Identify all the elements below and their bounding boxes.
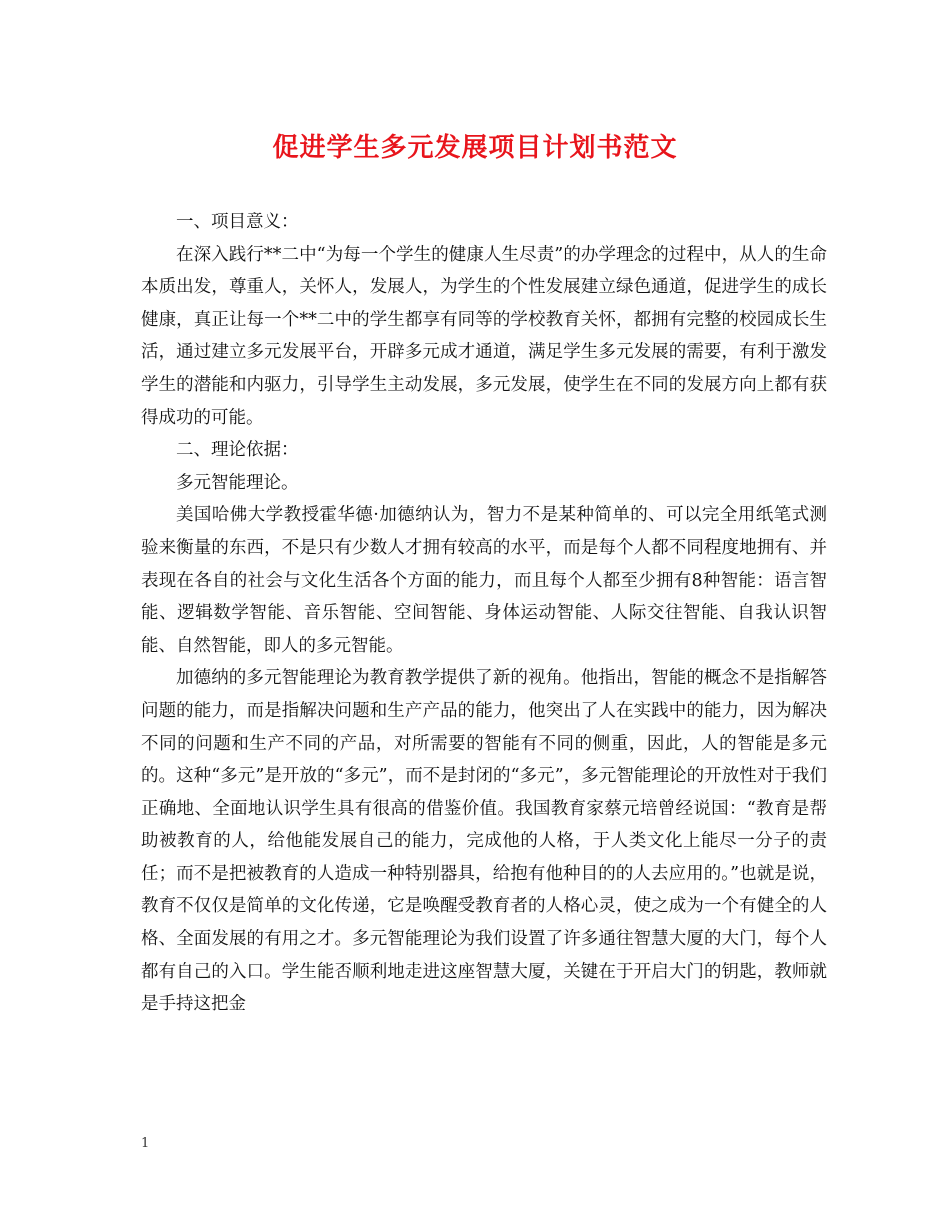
paragraph-significance: 在深入践行**二中“为每一个学生的健康人生尽责”的办学理念的过程中，从人的生命本质出发，尊重人，关怀人，发展人，为学生的个性发展建立绿色通道，促进学生的成长健康，真正让每一个**二中的学生都享有同等的学校教育关怀，都拥有完整的校园成长生活，通过建立多元发展平台，开辟多元成才通道，满足学生多元发展的需要，有利于激发学生的潜能和内驱力，引导学生主动发展，多元发展，使学生在不同的发展方向上都有获得成功的可能。 (141, 244, 827, 428)
section-heading-theory: 二、理论依据： (176, 440, 299, 461)
page-number: 1 (141, 1136, 150, 1151)
paragraph-education-perspective: 加德纳的多元智能理论为教育教学提供了新的视角。他指出，智能的概念不是指解答问题的能力，而是指解决问题和生产产品的能力，他突出了人在实践中的能力，因为解决不同的问题和生产不同的产品，对所需要的智能有不同的侧重，因此，人的智能是多元的。这种“多元”是开放的“多元”，而不是封闭的“多元”，多元智能理论的开放性对于我们正确地、全面地认识学生具有很高的借鉴价值。我国教育家蔡元培曾经说国：“教育是帮助被教育的人，给他能发展自己的能力，完成他的人格，于人类文化上能尽一分子的责任；而不是把被教育的人造成一种特别器具，给抱有他种目的的人去应用的。”也就是说，教育不仅仅是简单的文化传递，它是唤醒受教育者的人格心灵，使之成为一个有健全的人格、全面发展的有用之才。多元智能理论为我们设置了许多通往智慧大厦的大门，每个人都有自己的入口。学生能否顺利地走进这座智慧大厦，关键在于开启大门的钥匙，教师就是手持这把金 (141, 668, 827, 1015)
paragraph-gardner: 美国哈佛大学教授霍华德·加德纳认为，智力不是某种简单的、可以完全用纸笔式测验来衡量的东西，不是只有少数人才拥有较高的水平，而是每个人都不同程度地拥有、并表现在各自的社会与文化生活各个方面的能力，而且每个人都至少拥有8种智能：语言智能、逻辑数学智能、音乐智能、空间智能、身体运动智能、人际交往智能、自我认识智能、自然智能，即人的多元智能。 (141, 505, 827, 656)
document-title: 促进学生多元发展项目计划书范文 (272, 133, 678, 163)
document-body (141, 206, 827, 1021)
paragraph-theory-name: 多元智能理论。 (176, 472, 299, 493)
section-heading-significance: 一、项目意义： (176, 212, 299, 232)
